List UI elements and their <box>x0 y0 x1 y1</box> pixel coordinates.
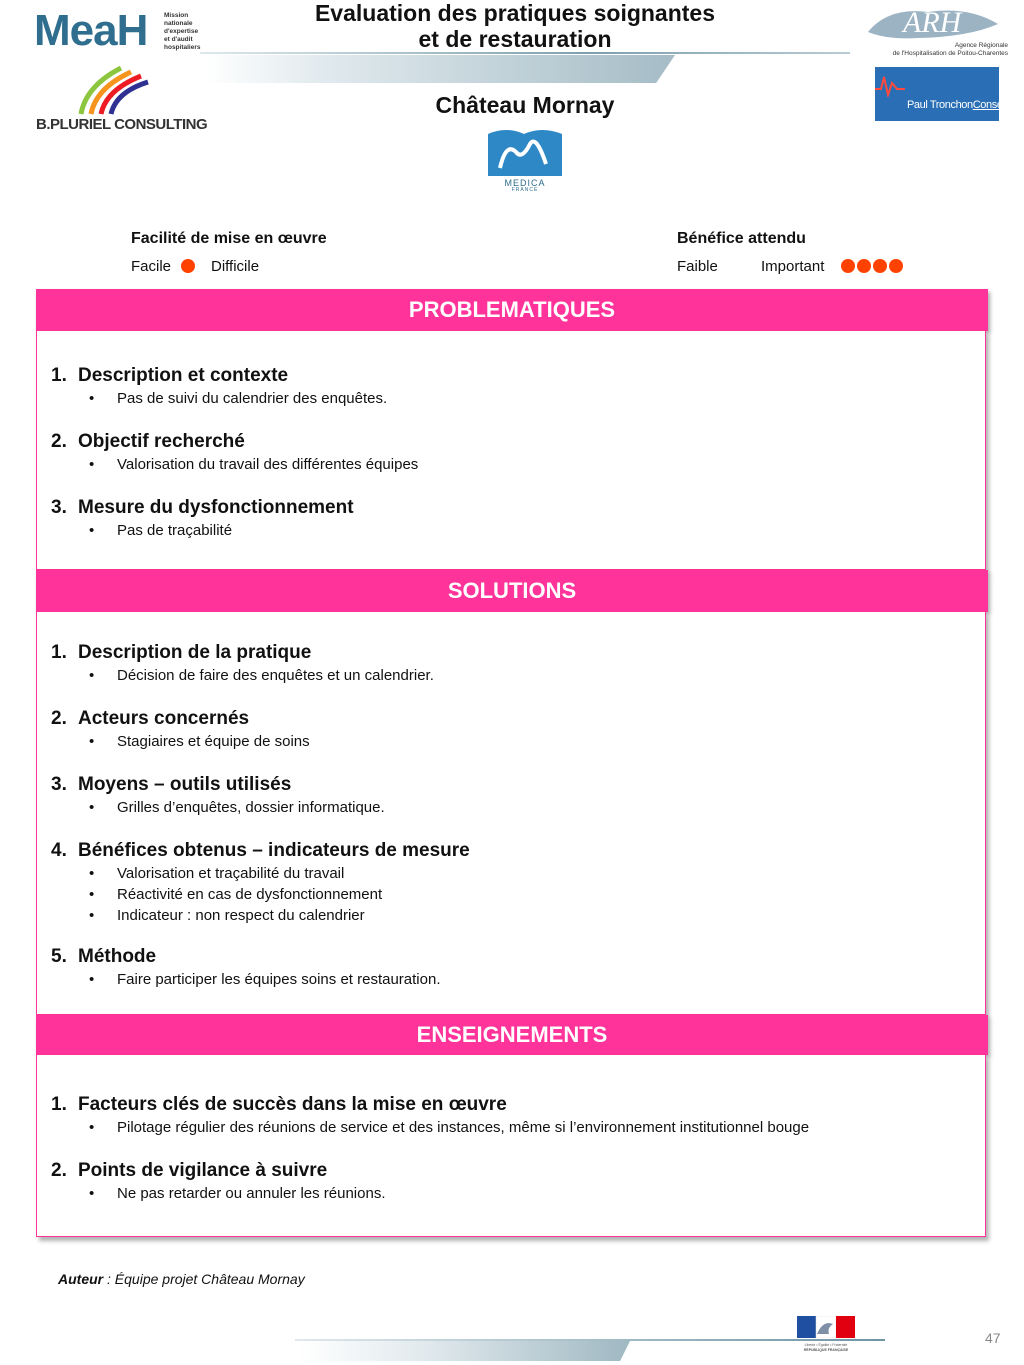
rf-motto: Liberté • Égalité • Fraternité <box>804 1343 848 1347</box>
problematiques-header: PROBLEMATIQUES <box>36 289 988 331</box>
author-line <box>58 1271 305 1287</box>
rating-dot-icon <box>181 259 195 273</box>
medica-logo <box>486 124 564 192</box>
list-item: 2. Points de vigilance à suivre • Ne pas retarder ou annuler les réunions. <box>51 1159 971 1204</box>
meah-logo <box>34 8 204 54</box>
bpluriel-swoosh-icon <box>36 66 156 116</box>
rating-dot-icon <box>873 259 887 273</box>
author-text: : Équipe projet Château Mornay <box>103 1271 305 1287</box>
bullet-item: • Pilotage régulier des réunions de service et des instances, même si l’environnement institutionnel bouge <box>89 1119 810 1136</box>
benefit-right-label: Important <box>761 258 825 275</box>
medica-logo-text: MEDICA <box>504 178 546 188</box>
republique-francaise-logo <box>797 1316 855 1360</box>
marianne-icon <box>797 1316 855 1338</box>
item-heading: Objectif recherché <box>78 431 245 452</box>
list-item: 3. Mesure du dysfonctionnement • Pas de traçabilité <box>51 496 971 541</box>
ease-right-label: Difficile <box>211 258 260 275</box>
rating-dot-icon <box>857 259 871 273</box>
rating-dot-icon <box>889 259 903 273</box>
bullet-item: • Faire participer les équipes soins et restauration. <box>89 971 441 988</box>
bullet-item: • Indicateur : non respect du calendrier <box>89 907 365 924</box>
footer-band <box>300 1341 630 1361</box>
list-item: 3. Moyens – outils utilisés • Grilles d’enquêtes, dossier informatique. <box>51 773 971 818</box>
list-item: 2. Objectif recherché • Valorisation du travail des différentes équipes <box>51 430 971 475</box>
item-heading: Facteurs clés de succès dans la mise en œuvre <box>78 1094 507 1115</box>
page-number: 47 <box>985 1330 1001 1346</box>
list-item: 4. Bénéfices obtenus – indicateurs de mesure • Valorisation et traçabilité du travail • Réactivité en cas de dysfonctionnement • Indicateur : non respect du calendrier <box>51 839 971 926</box>
item-heading: Mesure du dysfonctionnement <box>78 497 354 518</box>
list-item: 1. Description et contexte • Pas de suivi du calendrier des enquêtes. <box>51 364 971 409</box>
paul-tronchon-logo <box>875 67 1007 121</box>
ptc-pulse-icon <box>875 67 999 97</box>
bullet-item: • Valorisation et traçabilité du travail <box>89 865 345 882</box>
solutions-panel <box>36 612 986 1015</box>
paul-tronchon-logo-text: Paul TronchonConseil <box>907 99 1007 111</box>
medica-emblem-icon <box>486 124 564 178</box>
item-heading: Méthode <box>78 946 157 967</box>
item-heading: Moyens – outils utilisés <box>78 774 292 795</box>
enseignements-header: ENSEIGNEMENTS <box>36 1015 988 1055</box>
header-divider <box>200 52 850 54</box>
item-heading: Points de vigilance à suivre <box>78 1160 328 1181</box>
medica-logo-subtext: FRANCE <box>511 187 539 193</box>
document-title-line2: et de restauration <box>418 26 612 52</box>
item-heading: Description et contexte <box>78 365 289 386</box>
list-item: 2. Acteurs concernés • Stagiaires et équipe de soins <box>51 707 971 752</box>
bullet-item: • Grilles d’enquêtes, dossier informatique. <box>89 799 385 816</box>
problematiques-panel <box>36 331 986 570</box>
rating-dot-icon <box>841 259 855 273</box>
document-title <box>250 0 780 52</box>
ease-left-label: Facile <box>131 258 172 275</box>
bullet-item: • Valorisation du travail des différentes équipes <box>89 456 419 473</box>
item-heading: Description de la pratique <box>78 642 312 663</box>
rf-name: RÉPUBLIQUE FRANÇAISE <box>803 1348 849 1352</box>
arh-logo-graphic <box>848 2 1008 44</box>
header-band <box>205 55 675 83</box>
list-item: 5. Méthode • Faire participer les équipes soins et restauration. <box>51 945 971 990</box>
site-name: Château Mornay <box>435 92 615 118</box>
arh-logo <box>848 2 1008 60</box>
item-heading: Acteurs concernés <box>78 708 250 729</box>
arh-logo-text: ARH <box>903 6 962 39</box>
benefit-label: Bénéfice attendu <box>677 230 806 247</box>
benefit-left-label: Faible <box>677 258 718 275</box>
ease-label: Facilité de mise en œuvre <box>131 230 327 247</box>
meah-logo-text: MeaH <box>34 6 148 55</box>
arh-subtitle: Agence Régionale de l'Hospitalisation de Poitou-Charentes <box>892 42 1008 57</box>
bullet-item: • Décision de faire des enquêtes et un calendrier. <box>89 667 434 684</box>
meah-tagline: Mission nationale d'expertise et d'audit hospitaliers <box>164 12 201 51</box>
solutions-header: SOLUTIONS <box>36 570 988 612</box>
enseignements-panel <box>36 1055 986 1237</box>
bullet-item: • Ne pas retarder ou annuler les réunions. <box>89 1185 386 1202</box>
list-item: 1. Facteurs clés de succès dans la mise en œuvre • Pilotage régulier des réunions de service et des instances, même si l’environnement institutionnel bouge <box>51 1093 971 1138</box>
list-item: 1. Description de la pratique • Décision de faire des enquêtes et un calendrier. <box>51 641 971 686</box>
item-heading: Bénéfices obtenus – indicateurs de mesure <box>78 840 470 861</box>
bullet-item: • Réactivité en cas de dysfonctionnement <box>89 886 383 903</box>
author-label: Auteur <box>58 1271 104 1287</box>
bpluriel-logo <box>36 66 226 136</box>
benefit-dots <box>841 259 903 273</box>
bullet-item: • Pas de traçabilité <box>89 522 233 539</box>
ease-dots <box>181 259 195 278</box>
document-title-line1: Evaluation des pratiques soignantes <box>314 0 716 26</box>
bullet-item: • Stagiaires et équipe de soins <box>89 733 310 750</box>
bpluriel-logo-text: B.PLURIEL CONSULTING <box>36 116 208 133</box>
bullet-item: • Pas de suivi du calendrier des enquêtes. <box>89 390 388 407</box>
